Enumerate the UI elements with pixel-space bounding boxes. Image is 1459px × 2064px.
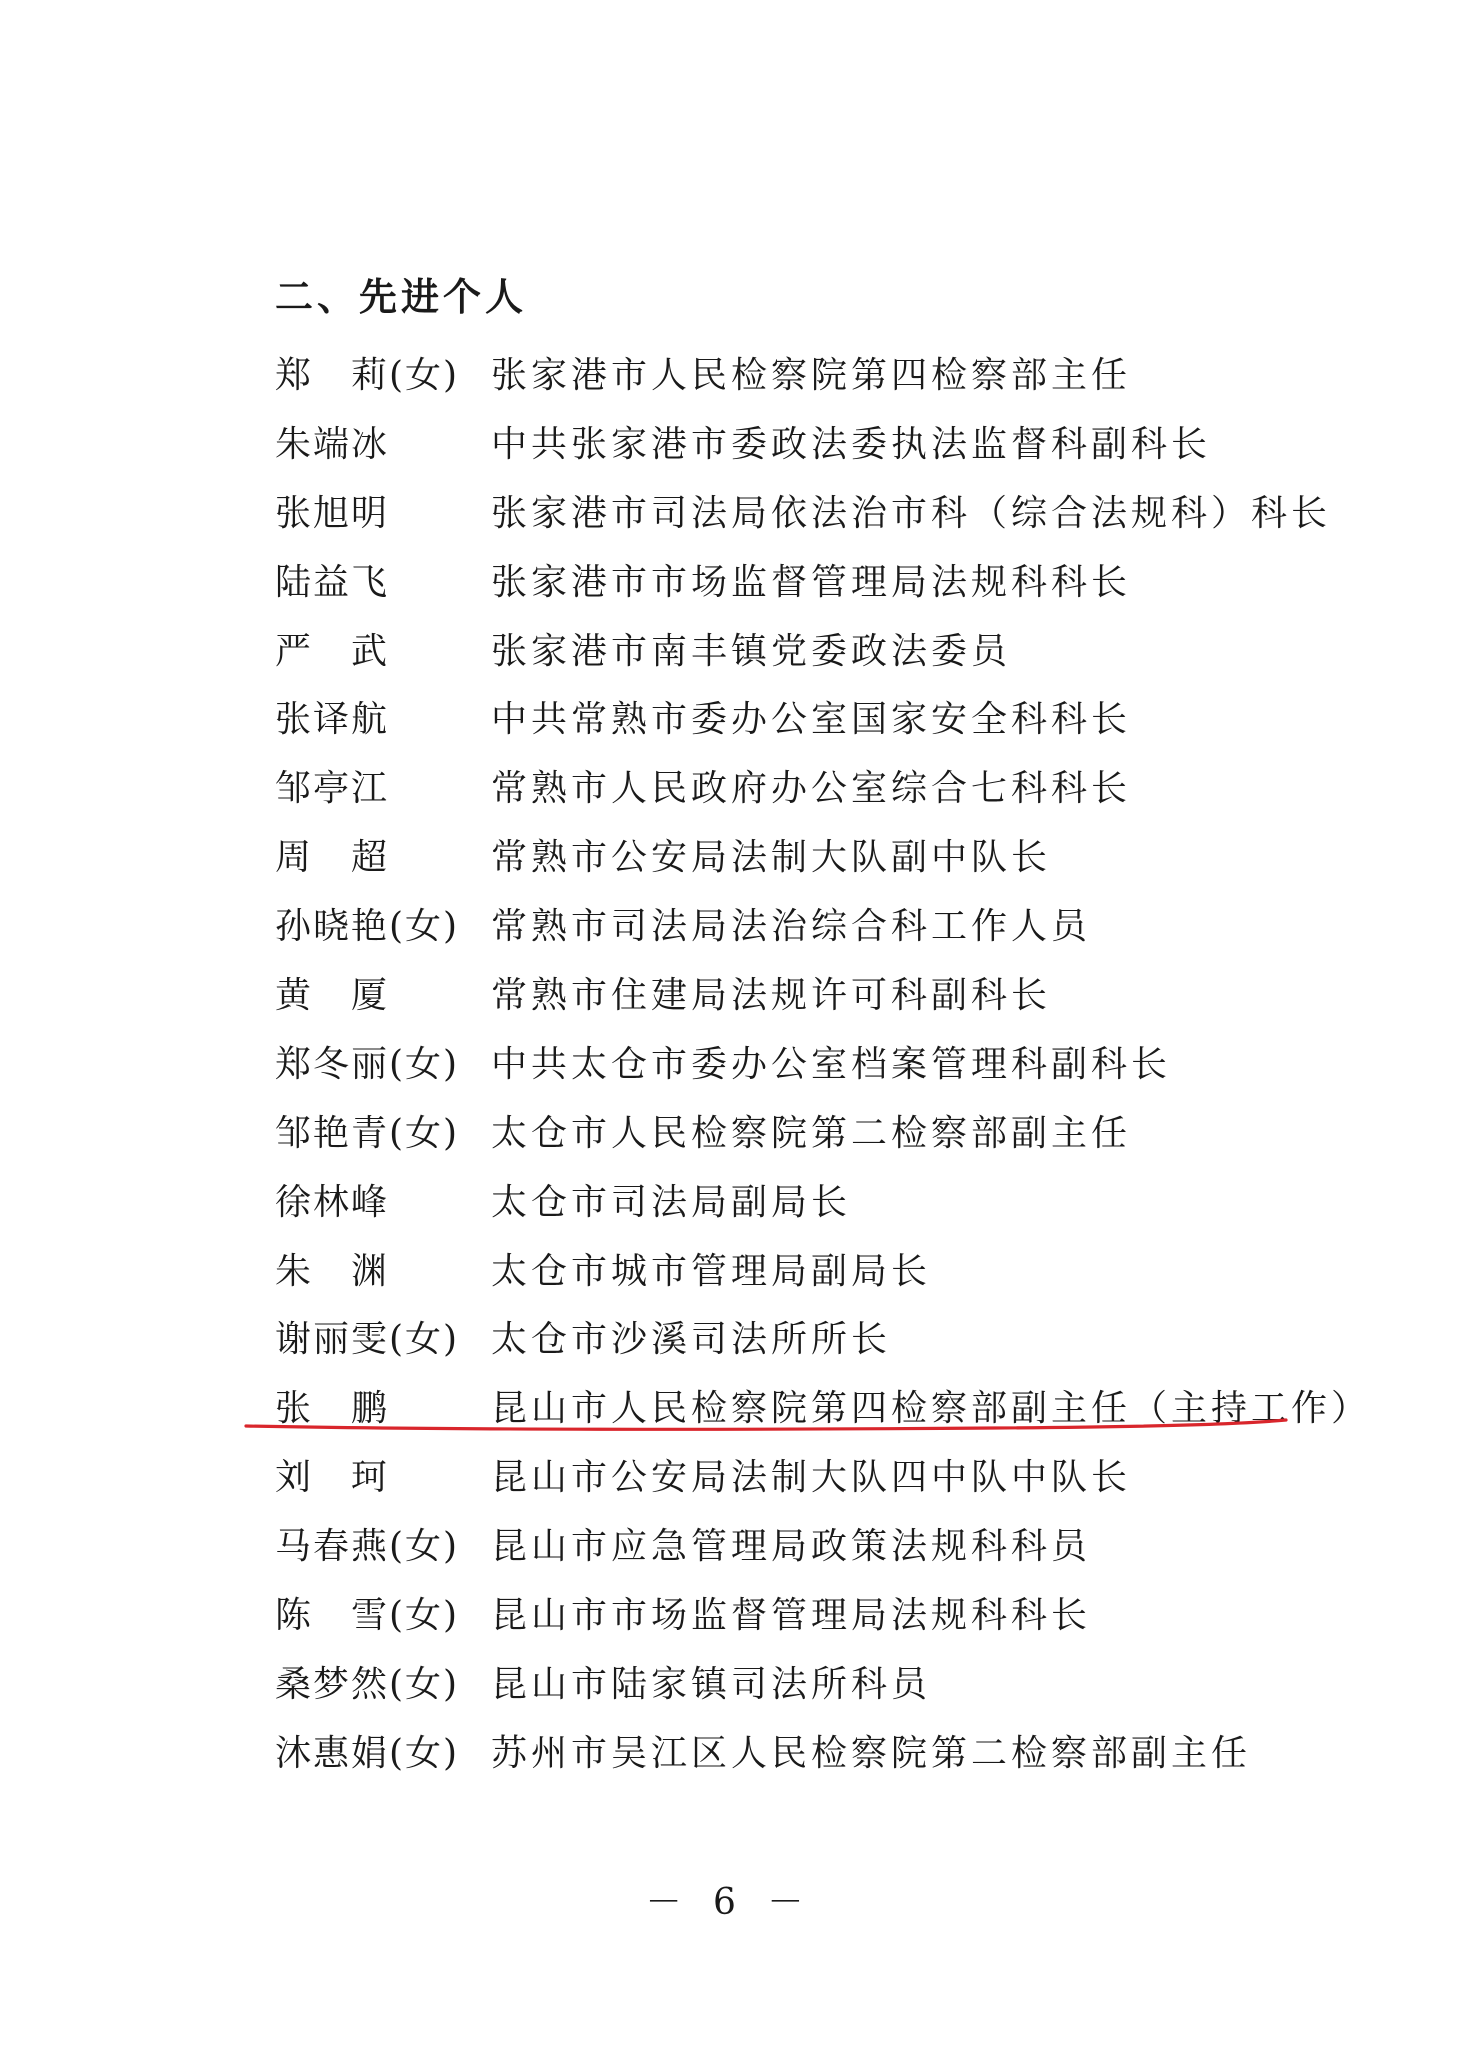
person-name: 陆益飞 — [275, 561, 390, 603]
person-name: 张译航 — [275, 699, 390, 741]
person-position: 苏州市吴江区人民检察院第二检察部副主任 — [491, 1732, 1252, 1774]
list-item — [275, 682, 1375, 751]
list-item — [275, 476, 1375, 545]
list-item — [275, 1578, 1375, 1647]
person-position: 常熟市人民政府办公室综合七科科长 — [491, 768, 1132, 810]
person-position: 张家港市市场监督管理局法规科科长 — [491, 561, 1132, 603]
person-position: 太仓市沙溪司法所所长 — [491, 1319, 892, 1361]
list-item — [275, 751, 1375, 820]
person-position: 常熟市公安局法制大队副中队长 — [491, 837, 1052, 879]
person-position: 太仓市城市管理局副局长 — [491, 1250, 932, 1292]
person-position: 太仓市人民检察院第二检察部副主任 — [491, 1112, 1132, 1154]
person-position: 昆山市公安局法制大队四中队中队长 — [491, 1457, 1132, 1499]
person-name: 郑冬丽(女) — [275, 1043, 460, 1085]
person-name: 陈 雪(女) — [275, 1594, 460, 1636]
person-name: 朱端冰 — [275, 423, 390, 465]
section-heading: 二、先进个人 — [275, 275, 528, 319]
person-position: 昆山市应急管理局政策法规科科员 — [491, 1526, 1092, 1568]
person-name: 张旭明 — [275, 492, 390, 534]
list-item — [275, 958, 1375, 1027]
list-item — [275, 545, 1375, 614]
list-item — [275, 1716, 1375, 1785]
person-name: 沐惠娟(女) — [275, 1732, 460, 1774]
person-position: 常熟市司法局法治综合科工作人员 — [491, 906, 1092, 948]
person-name: 邹亭江 — [275, 768, 390, 810]
person-position: 昆山市人民检察院第四检察部副主任（主持工作） — [491, 1388, 1372, 1430]
person-name: 桑梦然(女) — [275, 1663, 460, 1705]
person-position: 中共常熟市委办公室国家安全科科长 — [491, 699, 1132, 741]
person-position: 常熟市住建局法规许可科副科长 — [491, 974, 1052, 1016]
person-name: 郑 莉(女) — [275, 354, 460, 396]
person-position: 张家港市司法局依法治市科（综合法规科）科长 — [491, 492, 1332, 534]
list-item — [275, 407, 1375, 476]
person-position: 张家港市人民检察院第四检察部主任 — [491, 354, 1132, 396]
person-name: 孙晓艳(女) — [275, 906, 460, 948]
person-name: 马春燕(女) — [275, 1526, 460, 1568]
list-item — [275, 1027, 1375, 1096]
list-item — [275, 889, 1375, 958]
person-position: 张家港市南丰镇党委政法委员 — [491, 630, 1012, 672]
person-name: 邹艳青(女) — [275, 1112, 460, 1154]
person-name: 严 武 — [275, 630, 390, 672]
person-name: 徐林峰 — [275, 1181, 390, 1223]
person-name: 黄 厦 — [275, 974, 390, 1016]
person-position: 昆山市市场监督管理局法规科科长 — [491, 1594, 1092, 1636]
list-item — [275, 820, 1375, 889]
person-name: 张 鹏 — [275, 1388, 390, 1430]
person-name: 谢丽雯(女) — [275, 1319, 460, 1361]
list-item — [275, 1165, 1375, 1234]
advanced-individuals-list — [275, 338, 1375, 1785]
list-item — [275, 1096, 1375, 1165]
person-position: 中共张家港市委政法委执法监督科副科长 — [491, 423, 1212, 465]
list-item — [275, 338, 1375, 407]
person-name: 周 超 — [275, 837, 390, 879]
list-item — [275, 1647, 1375, 1716]
person-name: 刘 珂 — [275, 1457, 390, 1499]
page-number: － 6 － — [645, 1882, 814, 1923]
person-position: 昆山市陆家镇司法所科员 — [491, 1663, 932, 1705]
list-item — [275, 1440, 1375, 1509]
person-position: 中共太仓市委办公室档案管理科副科长 — [491, 1043, 1172, 1085]
list-item — [275, 1234, 1375, 1303]
list-item — [275, 614, 1375, 683]
list-item — [275, 1509, 1375, 1578]
person-position: 太仓市司法局副局长 — [491, 1181, 852, 1223]
list-item — [275, 1302, 1375, 1371]
person-name: 朱 渊 — [275, 1250, 390, 1292]
red-underline-annotation — [244, 1416, 1290, 1444]
